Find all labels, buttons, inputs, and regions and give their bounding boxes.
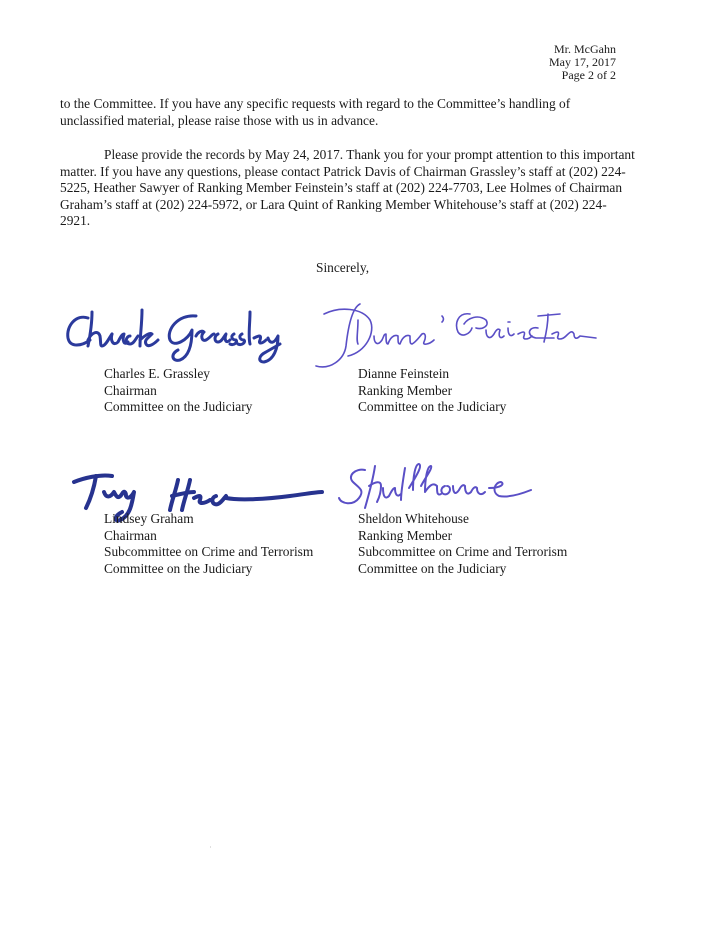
signatory-title: Chairman: [104, 527, 157, 543]
signatory-name: Sheldon Whitehouse: [358, 511, 469, 526]
signature-block-grassley: [104, 366, 252, 416]
handwritten-signature-grassley: [58, 296, 288, 368]
signatory-name: Dianne Feinstein: [358, 366, 450, 381]
signature-block-graham: [104, 511, 313, 577]
header-recipient: Mr. McGahn: [554, 42, 616, 56]
body-paragraph-2: [60, 147, 635, 230]
signature-block-whitehouse: [358, 511, 567, 577]
handwritten-signature-feinstein: [300, 298, 600, 374]
paragraph-text: Please provide the records by May 24, 2017. Thank you for your prompt attention to this important matter. If you have any questions, please contact Patrick Davis of Chairman Grassley’s staff at (202) 224-5225, Heather Sawyer of Ranking Member Feinstein’s staff at (202) 224-7703, Lee Holmes of Chairman Graham’s staff at (202) 224-5972, or Lara Quint of Ranking Member Whitehouse’s staff at (202) 224-2921.: [60, 147, 635, 228]
header-page-number: Page 2 of 2: [561, 68, 616, 82]
paragraph-text: to the Committee. If you have any specific requests with regard to the Committee’s handling of unclassified material, please raise those with us in advance.: [60, 96, 571, 128]
signature-whitehouse: [335, 458, 535, 518]
scan-speck: [210, 846, 211, 848]
signatory-subcommittee: Subcommittee on Crime and Terrorism: [358, 544, 568, 559]
signatory-title: Ranking Member: [358, 527, 453, 543]
signatory-name: Lindsey Graham: [104, 511, 194, 526]
header-date: May 17, 2017: [549, 55, 616, 69]
signature-block-feinstein: [358, 366, 506, 416]
signatory-committee: Committee on the Judiciary: [104, 399, 253, 414]
signatory-committee: Committee on the Judiciary: [358, 399, 507, 414]
handwritten-signature-whitehouse: [335, 458, 535, 518]
signatory-title: Chairman: [104, 382, 157, 398]
signatory-title: Ranking Member: [358, 382, 453, 398]
signatory-committee: Committee on the Judiciary: [104, 560, 253, 576]
signatory-subcommittee: Subcommittee on Crime and Terrorism: [104, 544, 314, 559]
signature-grassley: [58, 296, 288, 368]
signatory-committee: Committee on the Judiciary: [358, 560, 507, 576]
body-paragraph-1: [60, 96, 635, 129]
page-header: [549, 43, 616, 82]
signatory-name: Charles E. Grassley: [104, 366, 210, 381]
closing-salutation: Sincerely,: [316, 260, 370, 275]
signature-feinstein: [300, 298, 600, 374]
